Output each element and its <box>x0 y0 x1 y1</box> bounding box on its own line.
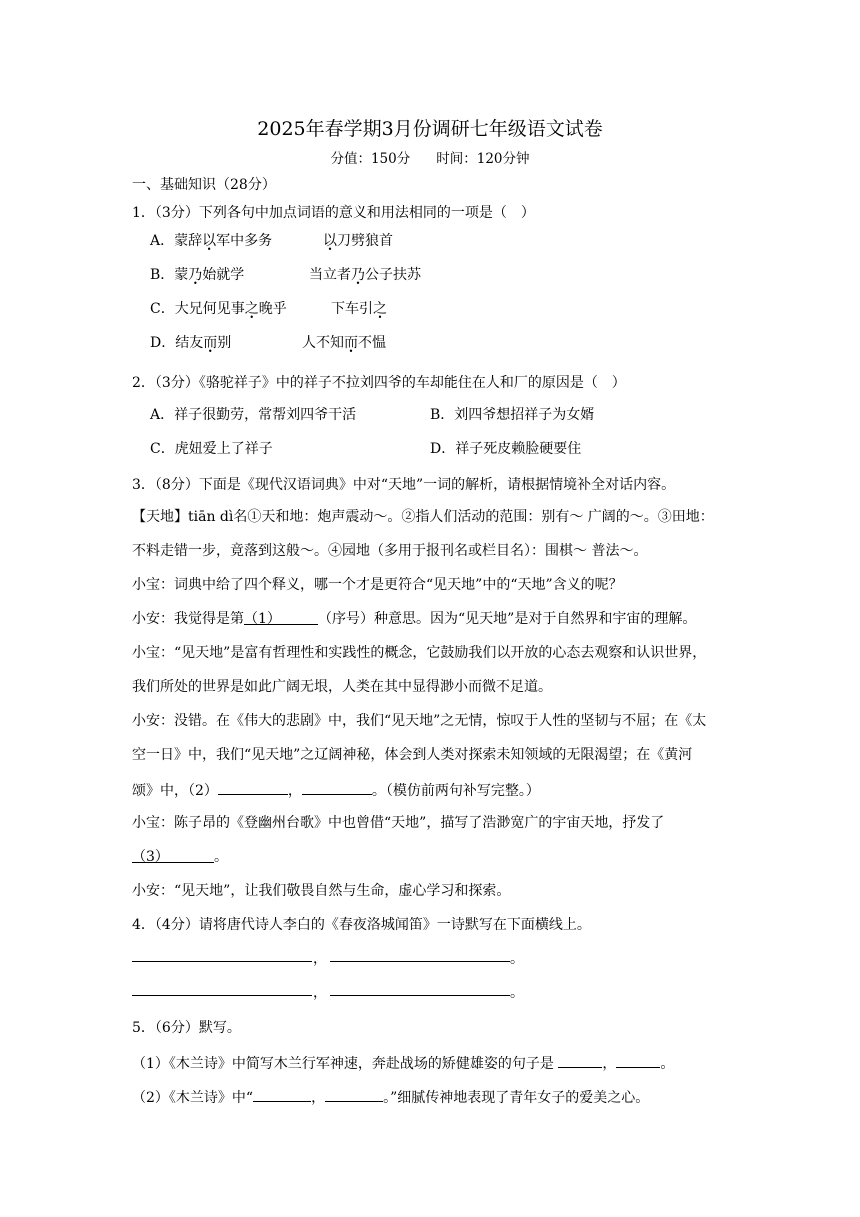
q1-option-b: B．蒙乃始就学 <box>150 267 245 283</box>
answer-blank-5-1a[interactable] <box>558 1053 602 1068</box>
q3-dialog-8: 小宝：陈子昂的《登幽州台歌》中也曾借“天地”，描写了浩渺宽广的宇宙天地，抒发了 <box>132 815 665 831</box>
q3-dialog-1: 小宝：词典中给了四个释义，哪一个才是更符合“见天地”中的“天地”含义的呢？ <box>132 577 623 593</box>
poem-line-1b[interactable] <box>330 961 510 962</box>
answer-blank-1[interactable]: （1） <box>244 610 318 625</box>
poem-line-2a[interactable] <box>132 995 312 996</box>
dotted-word: 以 <box>202 233 217 249</box>
exam-title: 2025年春学期3月份调研七年级语文试卷 <box>257 118 603 140</box>
q3-stem: 3．（8分）下面是《现代汉语词典》中对“天地”一词的解析，请根据情境补全对话内容。 <box>132 477 676 493</box>
q1-stem: 1．（3分）下列各句中加点词语的意义和用法相同的一项是（ ） <box>132 205 535 221</box>
poem-line-2b[interactable] <box>330 995 510 996</box>
q3-dialog-5: 小安：没错。在《伟大的悲剧》中，我们“见天地”之无情，惊叹于人性的坚韧与不屈；在《太 <box>132 713 707 729</box>
q5-item-2: （2）《木兰诗》中“ ， 。”细腻传神地表现了青年女子的爱美之心。 <box>132 1087 649 1107</box>
q3-dialog-4: 我们所处的世界是如此广阔无垠，人类在其中显得渺小而微不足道。 <box>132 679 552 695</box>
dotted-word: 之 <box>373 301 387 317</box>
answer-blank-2a[interactable] <box>218 780 288 795</box>
time-info: 时间：120分钟 <box>436 151 530 167</box>
dotted-word: 之 <box>244 301 259 317</box>
q3-dialog-9: （3） 。 <box>132 849 228 865</box>
q1-option-a: A．蒙辞以军中多务 <box>150 233 273 249</box>
poem-period-2: 。 <box>510 985 524 1001</box>
section-heading: 一、基础知识（28分） <box>132 177 276 193</box>
q1-option-d: D．结友而别 <box>150 335 232 351</box>
q5-item-1: （1）《木兰诗》中简写木兰行军神速，奔赴战场的矫健雄姿的句子是 ， 。 <box>132 1053 674 1073</box>
q3-dialog-6: 空一日》中，我们“见天地”之辽阔神秘，体会到人类对探索未知领域的无限渴望；在《黄河 <box>132 747 693 763</box>
answer-blank-5-1b[interactable] <box>616 1053 660 1068</box>
dotted-word: 以 <box>323 233 337 249</box>
q2-option-a: A．祥子很勤劳，常帮刘四爷干活 <box>150 407 357 423</box>
q1-option-a-second: 以刀劈狼首 <box>323 233 393 249</box>
q1-option-c-second: 下车引之 <box>331 301 387 317</box>
q3-dialog-7: 颂》中，（2） ， 。（模仿前两句补写完整。） <box>132 780 540 800</box>
q3-dialog-10: 小安：“见天地”，让我们敬畏自然与生命，虚心学习和探索。 <box>132 883 511 899</box>
q3-dialog-2: 小安：我觉得是第（1） （序号）种意思。因为“见天地”是对于自然界和宇宙的理解。 <box>132 611 697 627</box>
answer-blank-2b[interactable] <box>302 780 372 795</box>
q1-option-d-second: 人不知而不愠 <box>302 335 386 351</box>
q3-dict-line-1: 【天地】tiān dì名①天和地：炮声震动～。②指人们活动的范围：别有～ 广阔的～。③田地： <box>132 509 714 525</box>
answer-blank-3[interactable]: （3） <box>132 848 214 863</box>
dotted-word: 乃 <box>188 267 203 283</box>
q2-option-c: C．虎妞爱上了祥子 <box>150 441 273 457</box>
q1-option-c: C．大兄何见事之晚乎 <box>150 301 287 317</box>
poem-comma-1: ， <box>313 951 327 967</box>
exam-subtitle <box>0 150 860 168</box>
answer-blank-5-2a[interactable] <box>253 1087 311 1102</box>
score-info: 分值：150分 <box>330 151 411 167</box>
q2-option-b: B．刘四爷想招祥子为女婿 <box>430 407 595 423</box>
poem-period-1: 。 <box>510 951 524 967</box>
dotted-word: 乃 <box>351 267 365 283</box>
dotted-word: 而 <box>203 335 218 351</box>
q1-option-b-second: 当立者乃公子扶苏 <box>309 267 421 283</box>
q3-dialog-3: 小宝：“见天地”是富有哲理性和实践性的概念，它鼓励我们以开放的心态去观察和认识世界， <box>132 645 707 661</box>
dotted-word: 而 <box>344 335 358 351</box>
q2-option-d: D．祥子死皮赖脸硬要住 <box>430 441 582 457</box>
q5-stem: 5．（6分）默写。 <box>132 1020 241 1036</box>
answer-blank-5-2b[interactable] <box>325 1087 383 1102</box>
q2-stem: 2．（3分）《骆驼祥子》中的祥子不拉刘四爷的车却能住在人和厂的原因是（ ） <box>132 375 626 391</box>
q4-stem: 4．（4分）请将唐代诗人李白的《春夜洛城闻笛》一诗默写在下面横线上。 <box>132 917 591 933</box>
poem-line-1a[interactable] <box>132 961 312 962</box>
poem-comma-2: ， <box>313 985 327 1001</box>
q3-dict-line-2: 不料走错一步，竟落到这般～。④园地（多用于报刊名或栏目名）：围棋～ 普法～。 <box>132 543 648 559</box>
